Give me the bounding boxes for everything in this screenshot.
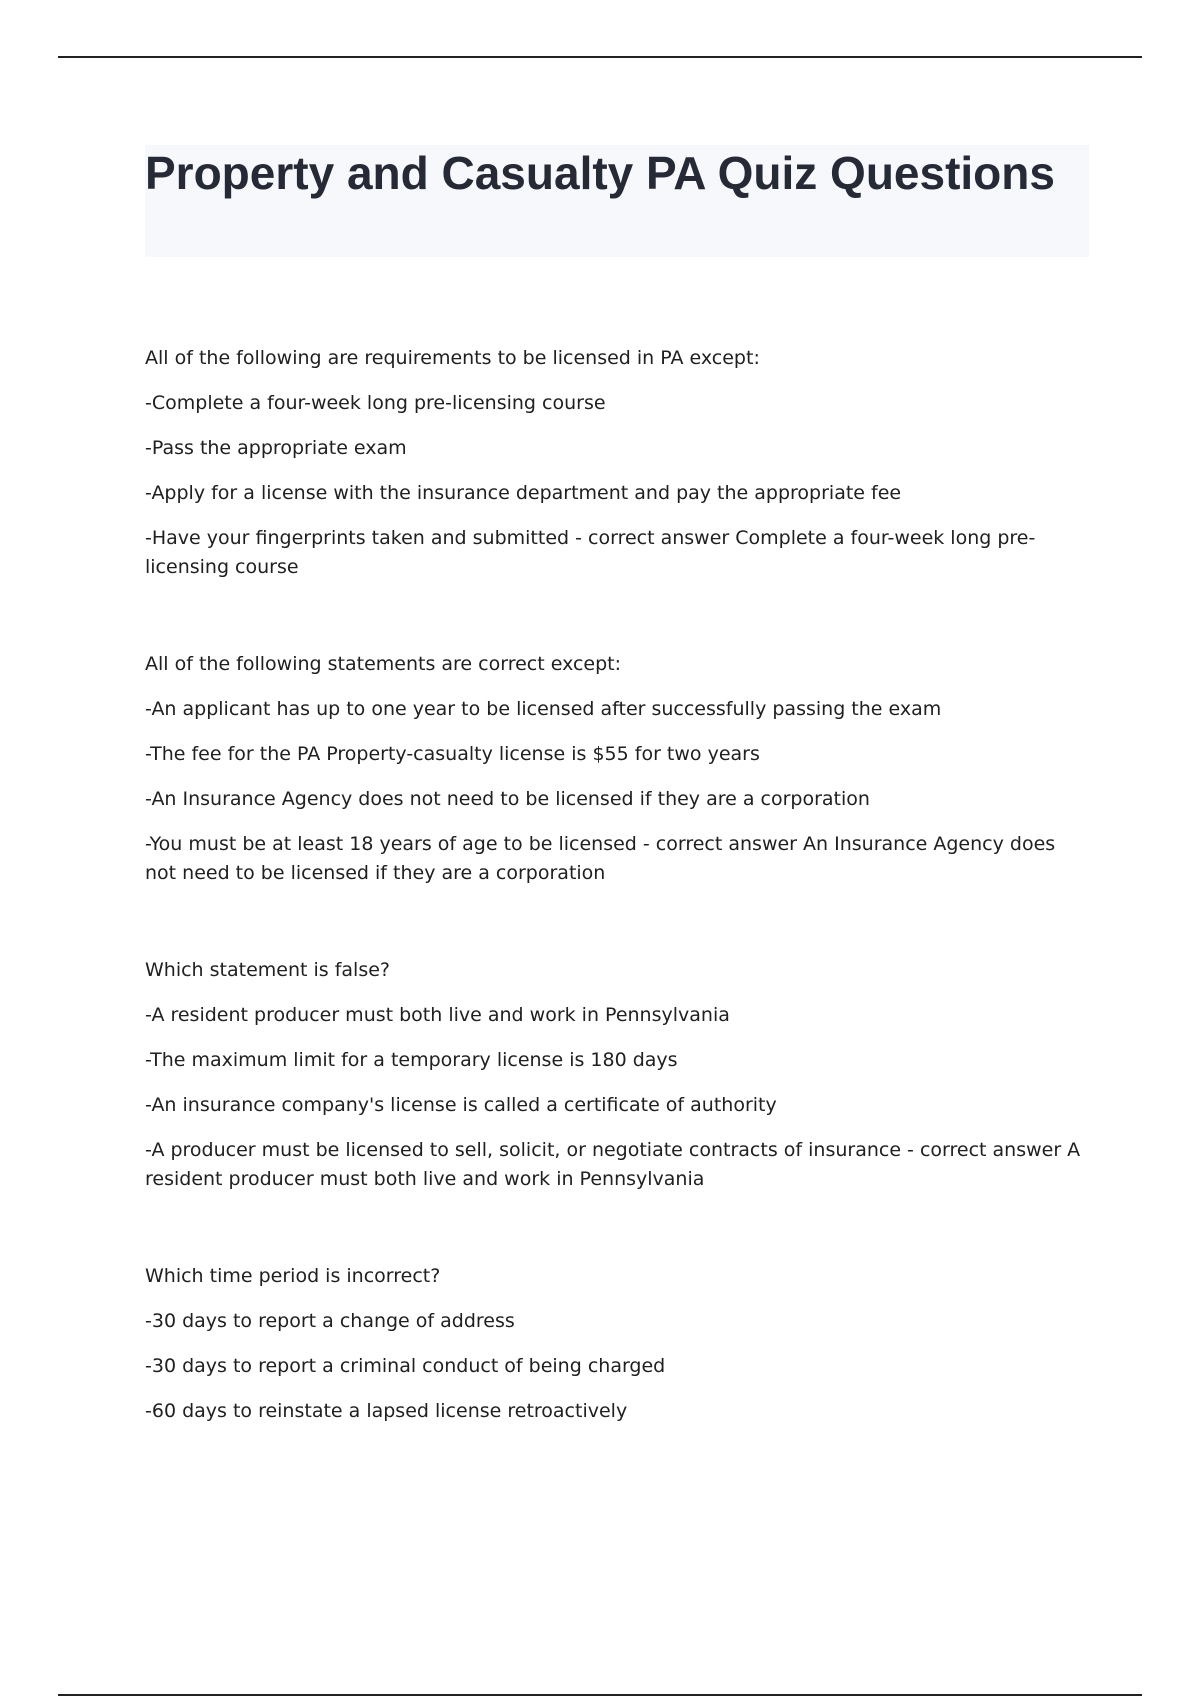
answer-option: -An Insurance Agency does not need to be licensed if they are a corporation: [145, 788, 870, 810]
answer-option: -30 days to report a change of address: [145, 1310, 515, 1332]
question-prompt: Which time period is incorrect?: [145, 1265, 441, 1287]
question-block: [145, 650, 1089, 888]
question-block: [145, 1262, 1089, 1426]
question-prompt: All of the following are requirements to be licensed in PA except:: [145, 347, 760, 369]
bottom-divider: [58, 1694, 1142, 1696]
answer-option: -An insurance company's license is called a certificate of authority: [145, 1094, 777, 1116]
answer-option: -Pass the appropriate exam: [145, 437, 407, 459]
answer-option: -30 days to report a criminal conduct of being charged: [145, 1355, 666, 1377]
answer-option: -Apply for a license with the insurance department and pay the appropriate fee: [145, 482, 902, 504]
answer-option: -Complete a four-week long pre-licensing course: [145, 392, 606, 414]
answer-option: -60 days to reinstate a lapsed license retroactively: [145, 1400, 628, 1422]
title-banner: [145, 145, 1089, 257]
document-title: Property and Casualty PA Quiz Questions: [145, 147, 1055, 199]
answer-option-with-correct-answer: -Have your fingerprints taken and submitted - correct answer Complete a four-week long pre-licensing course: [145, 527, 1036, 578]
question-block: [145, 956, 1089, 1194]
question-prompt: Which statement is false?: [145, 959, 390, 981]
answer-option-with-correct-answer: -A producer must be licensed to sell, solicit, or negotiate contracts of insurance - correct answer A resident producer must both live and work in Pennsylvania: [145, 1139, 1081, 1190]
answer-option: -A resident producer must both live and work in Pennsylvania: [145, 1004, 730, 1026]
answer-option: -The maximum limit for a temporary license is 180 days: [145, 1049, 678, 1071]
answer-option: -An applicant has up to one year to be licensed after successfully passing the exam: [145, 698, 942, 720]
top-divider: [58, 56, 1142, 58]
question-block: [145, 344, 1089, 582]
answer-option: -The fee for the PA Property-casualty license is $55 for two years: [145, 743, 760, 765]
answer-option-with-correct-answer: -You must be at least 18 years of age to be licensed - correct answer An Insurance Agency does not need to be licensed if they are a corporation: [145, 833, 1056, 884]
document-body: [145, 344, 1089, 1494]
question-prompt: All of the following statements are correct except:: [145, 653, 622, 675]
